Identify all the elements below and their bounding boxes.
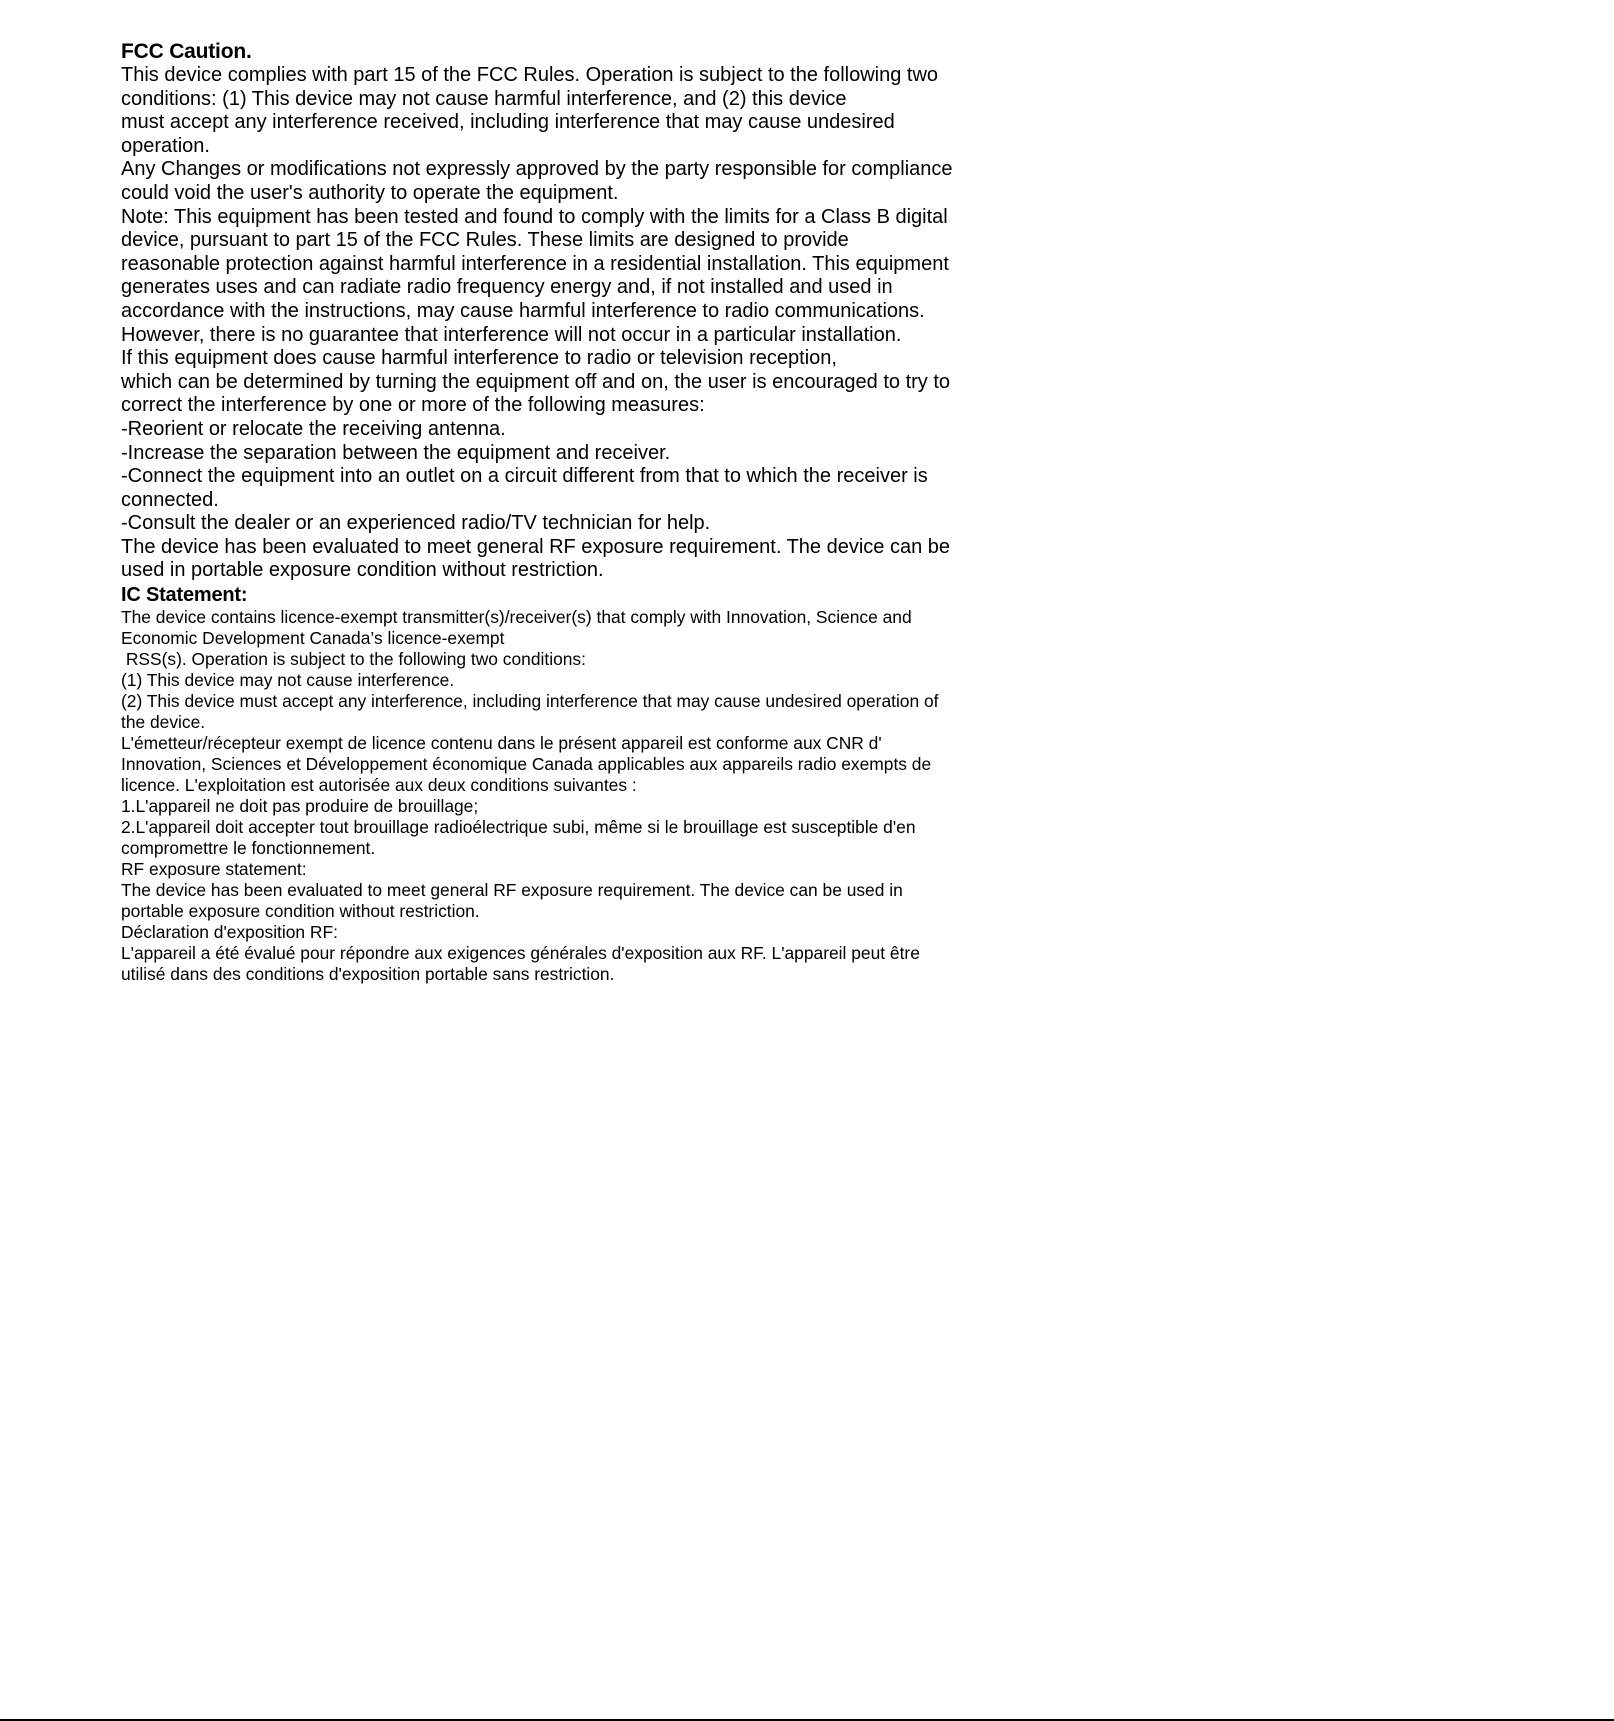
fcc-text-line: accordance with the instructions, may cause harmful interference to radio communications. [121, 299, 925, 322]
ic-text-line: utilisé dans des conditions d'exposition portable sans restriction. [121, 964, 615, 985]
fcc-text-line: used in portable exposure condition without restriction. [121, 559, 604, 582]
fcc-caution-heading: FCC Caution. [121, 40, 252, 63]
fcc-measure-item: -Consult the dealer or an experienced radio/TV technician for help. [121, 512, 711, 535]
rf-exposure-heading-fr: Déclaration d'exposition RF: [121, 922, 338, 943]
fcc-text-line: generates uses and can radiate radio frequency energy and, if not installed and used in [121, 276, 893, 299]
fcc-text-line: The device has been evaluated to meet general RF exposure requirement. The device can be [121, 535, 951, 558]
fcc-text-line: could void the user's authority to operate the equipment. [121, 181, 619, 204]
fcc-text-line: Note: This equipment has been tested and found to comply with the limits for a Class B digital [121, 205, 948, 228]
fcc-text-line: operation. [121, 134, 210, 157]
fcc-text-line: which can be determined by turning the equipment off and on, the user is encouraged to try to [121, 370, 951, 393]
fcc-caution-text [121, 64, 1021, 583]
ic-text-line: compromettre le fonctionnement. [121, 838, 376, 859]
ic-text-line: L'appareil a été évalué pour répondre aux exigences générales d'exposition aux RF. L'appareil peut être [121, 943, 920, 964]
ic-text-line: Innovation, Sciences et Développement économique Canada applicables aux appareils radio exempts de [121, 754, 932, 775]
ic-statement-text [121, 607, 1021, 985]
fcc-text-line: correct the interference by one or more of the following measures: [121, 394, 705, 417]
ic-condition-item: (1) This device may not cause interference. [121, 670, 455, 691]
ic-text-line: The device contains licence-exempt transmitter(s)/receiver(s) that comply with Innovation, Science and [121, 607, 912, 628]
fcc-text-line: This device complies with part 15 of the FCC Rules. Operation is subject to the following two [121, 64, 939, 86]
fcc-text-line: conditions: (1) This device may not cause harmful interference, and (2) this device [121, 87, 847, 110]
ic-condition-item: (2) This device must accept any interference, including interference that may cause undesired operation of [121, 691, 939, 712]
ic-condition-item: 1.L'appareil ne doit pas produire de brouillage; [121, 796, 479, 817]
ic-text-line: Economic Development Canada’s licence-exempt [121, 628, 505, 649]
fcc-text-line: must accept any interference received, including interference that may cause undesired [121, 111, 895, 134]
fcc-measure-item: -Reorient or relocate the receiving antenna. [121, 417, 506, 440]
document-body [121, 40, 1021, 985]
ic-text-line: licence. L'exploitation est autorisée aux deux conditions suivantes : [121, 775, 637, 796]
fcc-text-line: reasonable protection against harmful interference in a residential installation. This equipment [121, 252, 949, 275]
fcc-text-line: If this equipment does cause harmful interference to radio or television reception, [121, 347, 837, 370]
fcc-text-line: connected. [121, 488, 219, 511]
ic-text-line: The device has been evaluated to meet general RF exposure requirement. The device can be used in [121, 880, 903, 901]
ic-text-line: L'émetteur/récepteur exempt de licence contenu dans le présent appareil est conforme aux CNR d' [121, 733, 882, 754]
fcc-text-line: device, pursuant to part 15 of the FCC Rules. These limits are designed to provide [121, 229, 849, 252]
rf-exposure-heading: RF exposure statement: [121, 859, 307, 880]
ic-statement-heading: IC Statement: [121, 584, 248, 607]
ic-text-line: RSS(s). Operation is subject to the following two conditions: [121, 649, 586, 670]
fcc-text-line: However, there is no guarantee that interference will not occur in a particular installation. [121, 323, 902, 346]
fcc-measure-item: -Connect the equipment into an outlet on a circuit different from that to which the receiver is [121, 465, 928, 488]
ic-text-line: the device. [121, 712, 206, 733]
fcc-text-line: Any Changes or modifications not expressly approved by the party responsible for compliance [121, 158, 953, 181]
ic-condition-item: 2.L'appareil doit accepter tout brouillage radioélectrique subi, même si le brouillage est susceptible d'en [121, 817, 916, 838]
ic-text-line: portable exposure condition without restriction. [121, 901, 480, 922]
fcc-measure-item: -Increase the separation between the equipment and receiver. [121, 441, 671, 464]
